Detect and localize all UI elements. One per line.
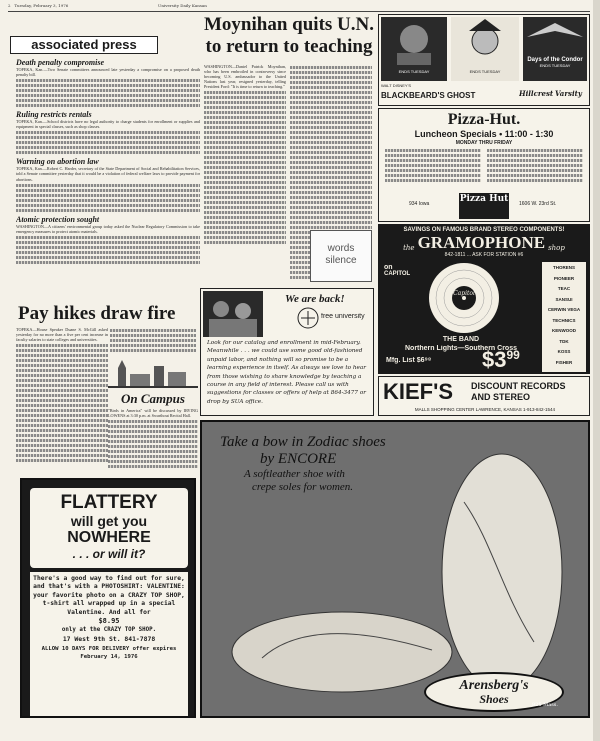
kiefs-name: KIEF'S (383, 379, 454, 404)
brand-10: FISHER (555, 359, 573, 365)
page-date: Tuesday, February 3, 1976 (14, 3, 69, 8)
page-edge (593, 0, 600, 741)
pizzahut-sub: Luncheon Specials • 11:00 - 1:30 (414, 129, 554, 139)
digest-head-4: Atomic protection sought (16, 214, 100, 224)
theatre-ends-2: ENDS TUESDAY (469, 69, 501, 74)
page-number: 2 (8, 3, 11, 8)
payhikes-headline: Pay hikes draw fire (18, 303, 176, 324)
arensbergs-addr: 825 Mass. (532, 702, 558, 708)
digest-filler-1 (16, 79, 200, 107)
moynihan-dateline: WASHINGTON—Daniel Patrick Moynihan, who has been embroiled in controversy since becoming U.S. ambassador to the United Nations last year, resigned yesterday, telling President Ford: "It is time to return to teaching." (204, 64, 286, 90)
condor-title: Days of the Condor (527, 57, 583, 63)
gramophone-ad (378, 224, 590, 374)
gramophone-name: GRAMOPHONE (417, 233, 546, 252)
actor-photo-icon (381, 17, 447, 65)
flattery-footer: ALLOW 10 DAYS FOR DELIVERY offer expires February 14, 1976 (41, 646, 177, 660)
pizzahut-addr-1: 934 Iowa (409, 201, 430, 207)
digest-head-1: Death penalty compromise (16, 58, 104, 67)
encore-line2: by ENCORE (260, 451, 337, 467)
kiefs-addr: MALLS SHOPPING CENTER LAWRENCE, KANSAS 1-913-842-1544 (414, 407, 556, 412)
album-price (482, 348, 538, 372)
digest-banner-text: associated press (31, 37, 137, 52)
pizzahut-logo-text: Pizza Hut (459, 194, 509, 204)
flattery-line3: NOWHERE (67, 529, 151, 546)
pizzahut-menu-right (487, 147, 583, 184)
condor-icon (523, 17, 587, 53)
digest-column (16, 58, 200, 300)
moynihan-col-1 (204, 64, 286, 284)
encore-copy (220, 434, 450, 504)
gramophone-top: SAVINGS ON FAMOUS BRAND STEREO COMPONENTS! (403, 227, 565, 233)
payhikes-filler-2 (110, 329, 196, 352)
theatre-ends-3: ENDS TUESDAY (539, 63, 571, 68)
pizzahut-title: Pizza-Hut. (447, 111, 521, 128)
pizzahut-logo (459, 193, 509, 219)
moynihan-filler-1 (204, 91, 286, 244)
encore-line4: crepe soles for women. (252, 481, 354, 493)
flattery-line2: will get you (70, 513, 148, 529)
moynihan-headline: Moynihan quits U.N. to return to teaching (204, 14, 374, 57)
digest-filler-3 (16, 184, 200, 212)
brand-2: PIONEER (553, 275, 575, 281)
pizzahut-addr-2: 1606 W. 23rd St. (519, 201, 557, 207)
album-mfg: Mfg. List $6⁹⁸ (386, 357, 432, 364)
flattery-heading-box (30, 488, 188, 568)
payhikes-col-2 (110, 327, 196, 357)
encore-ad (200, 420, 590, 718)
brand-1: THORENS (552, 265, 575, 270)
oncampus-text: "Birds in America" will be discussed by IRVING LOWENS at 3:30 p.m. at Swarthout Recital Hall. (108, 408, 198, 419)
paper-name: University Daily Kansan (158, 3, 207, 8)
digest-filler-4 (16, 236, 200, 264)
pizzahut-ad (378, 108, 590, 222)
flattery-body: There's a good way to find out for sure, and that's with a PHOTOSHIRT: VALENTINE: your favorite photo on a CRAZY TOP SHOP, t-shirt all wrapped up in a special Valentine. And all for (33, 575, 185, 616)
payhikes-headline-box (18, 303, 208, 325)
digest-text-4: WASHINGTON—A citizens' environmental group today asked the Nuclear Regulatory Commission to take emergency measures to protect atomic materials. (16, 223, 200, 234)
label-on: on (384, 264, 393, 271)
pizzahut-days: MONDAY THRU FRIDAY (455, 140, 513, 146)
words-silence-ad (310, 230, 372, 282)
flattery-addr: 17 West 9th St. 841-7878 (62, 635, 156, 644)
page-header (8, 3, 298, 10)
people-photo-icon (203, 291, 263, 337)
capitol-label-box (384, 264, 410, 288)
gramophone-the: the (403, 244, 415, 252)
campus-skyline-icon (108, 358, 198, 388)
kiefs-line1: DISCOUNT RECORDS (471, 381, 566, 391)
brand-7: KENWOOD (552, 328, 576, 333)
brand-8: TDK (559, 338, 569, 344)
theatre-panel-2 (451, 17, 519, 81)
oncampus-filler (108, 420, 198, 468)
disney-label: WALT DISNEY'S (381, 83, 412, 88)
header-rule (8, 11, 590, 12)
freeu-logo-icon (297, 307, 319, 329)
payhikes-filler-1 (16, 344, 108, 462)
brand-6: TECHNICS (552, 317, 576, 323)
flattery-title: FLATTERY (60, 492, 158, 513)
brand-4: SANSUI (555, 296, 573, 302)
silence-line: silence (325, 255, 357, 266)
capitol-logo: Capitol (453, 290, 475, 297)
pirate-cartoon-icon (451, 17, 519, 65)
freeu-back: We are back! (285, 293, 345, 305)
oncampus-box (108, 358, 198, 474)
freeu-body: Look for our catalog and enrollment in mid-February. Meanwhile . . . we could use some good old-fashioned unpaid labor, and nothing will so promise to be a learning experience in itself. As always we love to hear from those wishing to share knowledge by teaching a course in any field of interest. Please call us with suggestions for classes or offers of help at 864-3477 or drop by SUA office. (207, 340, 366, 405)
flattery-ad (20, 478, 196, 718)
digest-head-2: Ruling restricts rentals (16, 110, 92, 120)
digest-head-3: Warning on abortion law (16, 157, 99, 167)
album-title: Northern Lights—Southern Cross (404, 345, 517, 352)
label-capitol: CAPITOL (384, 271, 410, 277)
digest-text-1: TOPEKA, Kan.—Two Senate committees announced late yesterday a compromise on a proposed death penalty bill. (16, 67, 200, 78)
price-cents: 99 (506, 348, 520, 362)
words-line: words (327, 243, 355, 254)
brand-3: TEAC (557, 286, 571, 291)
price-dollars: $3 (482, 348, 507, 372)
encore-line1: Take a bow in Zodiac shoes (220, 434, 386, 450)
brands-list (542, 262, 586, 372)
kiefs-line2: AND STEREO (471, 392, 531, 402)
moynihan-headline-box (204, 14, 374, 62)
digest-filler-2 (16, 131, 200, 154)
brand-list-items (543, 263, 585, 368)
digest-text-2: TOPEKA, Kan.—School districts have no legal authority to charge students for enrollment or supplies and equipment in special classes, such as shop classes. (16, 119, 200, 130)
payhikes-col-1 (16, 327, 108, 477)
digest-text-3: TOPEKA, Kan.—Robert C. Harder, secretary of the State Department of Social and Rehabilitation Services, told a Senate committee yesterday that it would be a violation of federal welfare laws to provide payment for abortions. (16, 166, 200, 182)
hillcrest-logo: Hillcrest (519, 89, 553, 98)
encore-line3: A softleather shoe with (244, 468, 345, 480)
flattery-price: $8.95 (98, 617, 120, 626)
theatre-panel-1 (381, 17, 447, 81)
flattery-only: only at the CRAZY TOP SHOP. (61, 627, 157, 634)
kiefs-ad (378, 376, 590, 416)
freeu-logo: free university (321, 313, 365, 320)
arensbergs-shoes: Shoes (479, 692, 509, 706)
theatre-ends-1: ENDS TUESDAY (398, 69, 430, 74)
arensbergs-name: Arensberg's (459, 678, 529, 693)
gramophone-phone: 842-1811 ... ASK FOR STATION #6 (444, 252, 524, 258)
album-band: THE BAND (442, 336, 480, 343)
brand-9: KOSS (557, 349, 571, 354)
gramophone-shop: shop (548, 244, 565, 252)
varsity-logo: Varsity (555, 89, 582, 98)
oncampus-title: On Campus (121, 391, 185, 406)
brand-5: CERWIN VEGA (547, 307, 581, 312)
blackbeard-title: BLACKBEARD'S GHOST (381, 91, 476, 100)
freeu-ad (200, 288, 374, 416)
payhikes-text: TOPEKA—House Speaker Duane S. McGill asked yesterday for no more than a five per cent increase in faculty salaries to state colleges and universities. (16, 327, 108, 343)
flattery-line4: . . . or will it? (72, 547, 146, 561)
pizzahut-menu-left (385, 147, 481, 184)
theatre-panel-3 (523, 17, 587, 81)
freeu-photo (203, 291, 263, 337)
theatres-ad (378, 14, 590, 106)
digest-banner (10, 36, 158, 54)
flattery-body-box (30, 572, 188, 716)
